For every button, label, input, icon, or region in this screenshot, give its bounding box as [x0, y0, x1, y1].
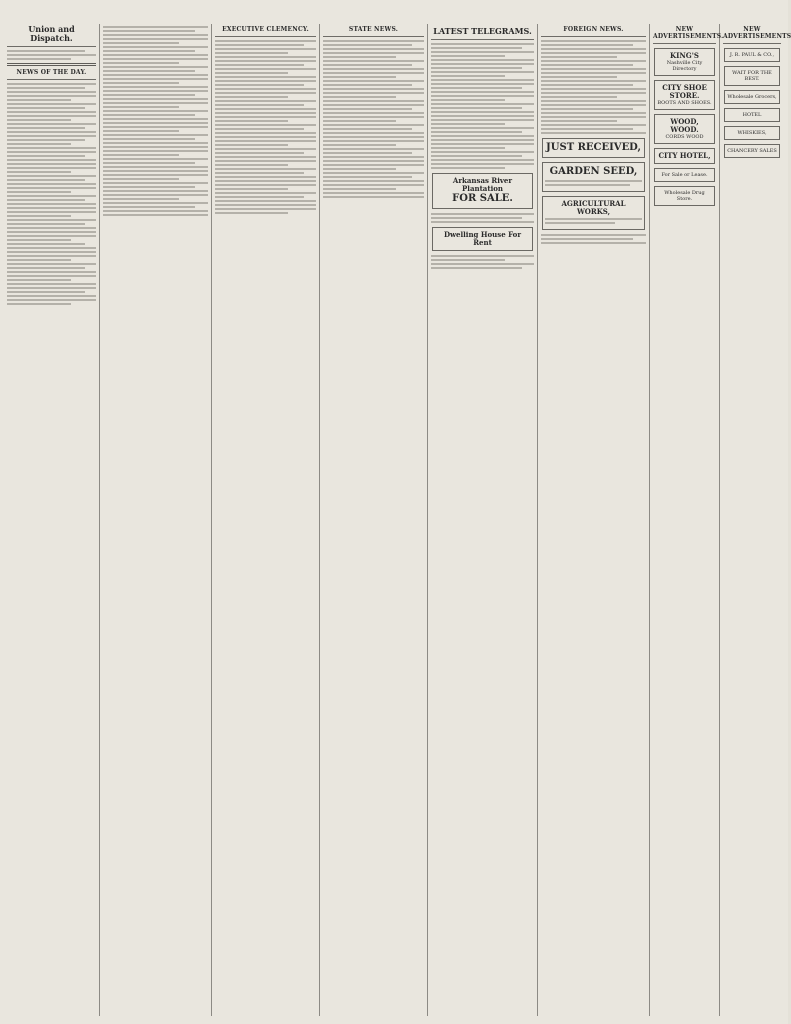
just-received-ad: [542, 138, 645, 158]
agricultural-title: AGRICULTURAL WORKS,: [561, 199, 626, 216]
new-ads-headline-2: NEW ADVERTISEMENTS: [723, 26, 791, 40]
wood-ad: [654, 114, 715, 144]
dwelling-ad: [432, 227, 533, 251]
foreign-news-headline: FOREIGN NEWS.: [563, 26, 624, 33]
whiskies-ad: [724, 126, 780, 140]
news-headline: NEWS OF THE DAY.: [16, 69, 87, 76]
paul-ad: [724, 48, 780, 62]
chancery-ad: [724, 144, 780, 158]
shoe-store-title: CITY SHOE STORE.: [662, 83, 707, 100]
chancery-title: CHANCERY SALES: [727, 148, 777, 154]
new-ads-headline: NEW ADVERTISEMENTS.: [653, 26, 724, 40]
hotel-ad: [654, 148, 715, 164]
wait-ad: [724, 66, 780, 86]
lease-title: For Sale or Lease.: [661, 172, 708, 178]
kings-title: KING'S: [670, 51, 699, 60]
telegrams-headline: LATEST TELEGRAMS.: [433, 26, 532, 36]
hotel-ad-2: [724, 108, 780, 122]
for-sale-title: FOR SALE.: [452, 193, 513, 204]
agricultural-ad: [542, 196, 645, 230]
drug-store-title: Wholesale Drug Store.: [664, 190, 705, 202]
column-2: [100, 24, 212, 1016]
column-5: [428, 24, 538, 1016]
column-4: [320, 24, 428, 1016]
boots-title: BOOTS AND SHOES.: [657, 100, 712, 106]
wood-title: WOOD, WOOD.: [670, 117, 699, 134]
column-6: [538, 24, 650, 1016]
shoe-store-ad: [654, 80, 715, 110]
column-3: [212, 24, 320, 1016]
grocers-ad: [724, 90, 780, 104]
wait-title: WAIT FOR THE BEST.: [732, 70, 772, 82]
grocers-title: Wholesale Grocers,: [727, 94, 777, 100]
garden-seed-title: GARDEN SEED,: [549, 166, 638, 177]
plantation-title: Arkansas River Plantation: [452, 176, 513, 193]
hotel-title: CITY HOTEL,: [658, 151, 711, 160]
just-received-title: JUST RECEIVED,: [546, 142, 641, 153]
column-8: [720, 24, 791, 1016]
whiskies-title: WHISKIES,: [737, 130, 767, 136]
paul-title: J. R. PAUL & CO.,: [729, 52, 775, 58]
clemency-headline: EXECUTIVE CLEMENCY.: [222, 26, 309, 33]
directory-title: Nashville City Directory: [666, 60, 703, 72]
cords-title: CORDS WOOD: [665, 134, 704, 140]
dwelling-title: Dwelling House For Rent: [443, 230, 522, 247]
lease-ad: [654, 168, 715, 182]
hotel-title-2: HOTEL: [742, 112, 762, 118]
garden-seed-ad: [542, 162, 645, 192]
state-news-headline: STATE NEWS.: [348, 26, 399, 33]
masthead: Union and Dispatch.: [28, 24, 75, 43]
column-1: [4, 24, 100, 1016]
drug-store-ad: [654, 186, 715, 206]
plantation-ad: [432, 173, 533, 209]
column-7: [650, 24, 724, 1016]
kings-ad: [654, 48, 715, 76]
